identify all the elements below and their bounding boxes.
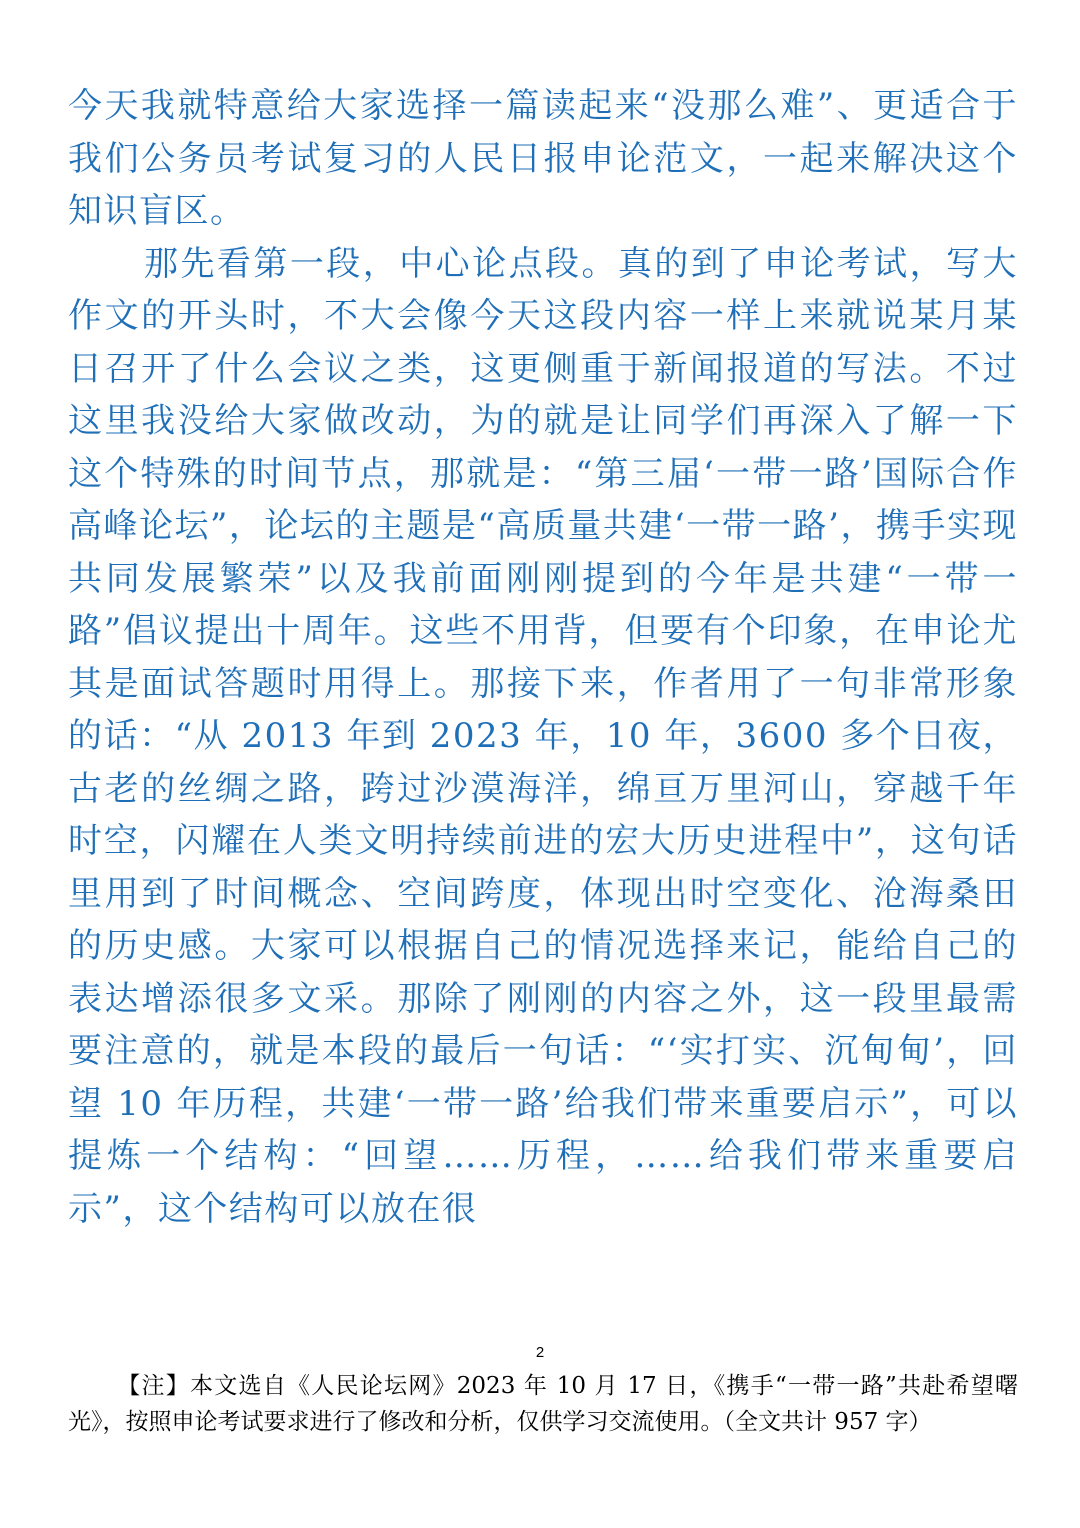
footnote bbox=[68, 1368, 1018, 1440]
page-number: 2 bbox=[535, 1344, 545, 1361]
footnote-text: 【注】本文选自《人民论坛网》2023 年 10 月 17 日，《携手“一带一路”共赴希望曙光》，按照申论考试要求进行了修改和分析，仅供学习交流使用。（全文共计 957 字） bbox=[68, 1373, 1018, 1435]
article-body bbox=[68, 80, 1018, 1235]
paragraph-analysis: 那先看第一段，中心论点段。真的到了申论考试，写大作文的开头时，不大会像今天这段内容一样上来就说某月某日召开了什么会议之类，这更侧重于新闻报道的写法。不过这里我没给大家做改动，为的就是让同学们再深入了解一下这个特殊的时间节点，那就是：“第三届‘一带一路’国际合作高峰论坛”，论坛的主题是“高质量共建‘一带一路’，携手实现共同发展繁荣”以及我前面刚刚提到的今年是共建“一带一路”倡议提出十周年。这些不用背，但要有个印象，在申论尤其是面试答题时用得上。那接下来，作者用了一句非常形象的话：“从 2013 年到 2023 年，10 年，3600 多个日夜，古老的丝绸之路，跨过沙漠海洋，绵亘万里河山，穿越千年时空，闪耀在人类文明持续前进的宏大历史进程中”，这句话里用到了时间概念、空间跨度，体现出时空变化、沧海桑田的历史感。大家可以根据自己的情况选择来记，能给自己的表达增添很多文采。那除了刚刚的内容之外，这一段里最需要注意的，就是本段的最后一句话：“‘实打实、沉甸甸’，回望 10 年历程，共建‘一带一路’给我们带来重要启示”，可以提炼一个结构：“回望……历程，……给我们带来重要启示”，这个结构可以放在很 bbox=[68, 243, 1018, 1229]
paragraph-intro-continued: 今天我就特意给大家选择一篇读起来“没那么难”、更适合于我们公务员考试复习的人民日报申论范文，一起来解决这个知识盲区。 bbox=[68, 86, 1018, 231]
